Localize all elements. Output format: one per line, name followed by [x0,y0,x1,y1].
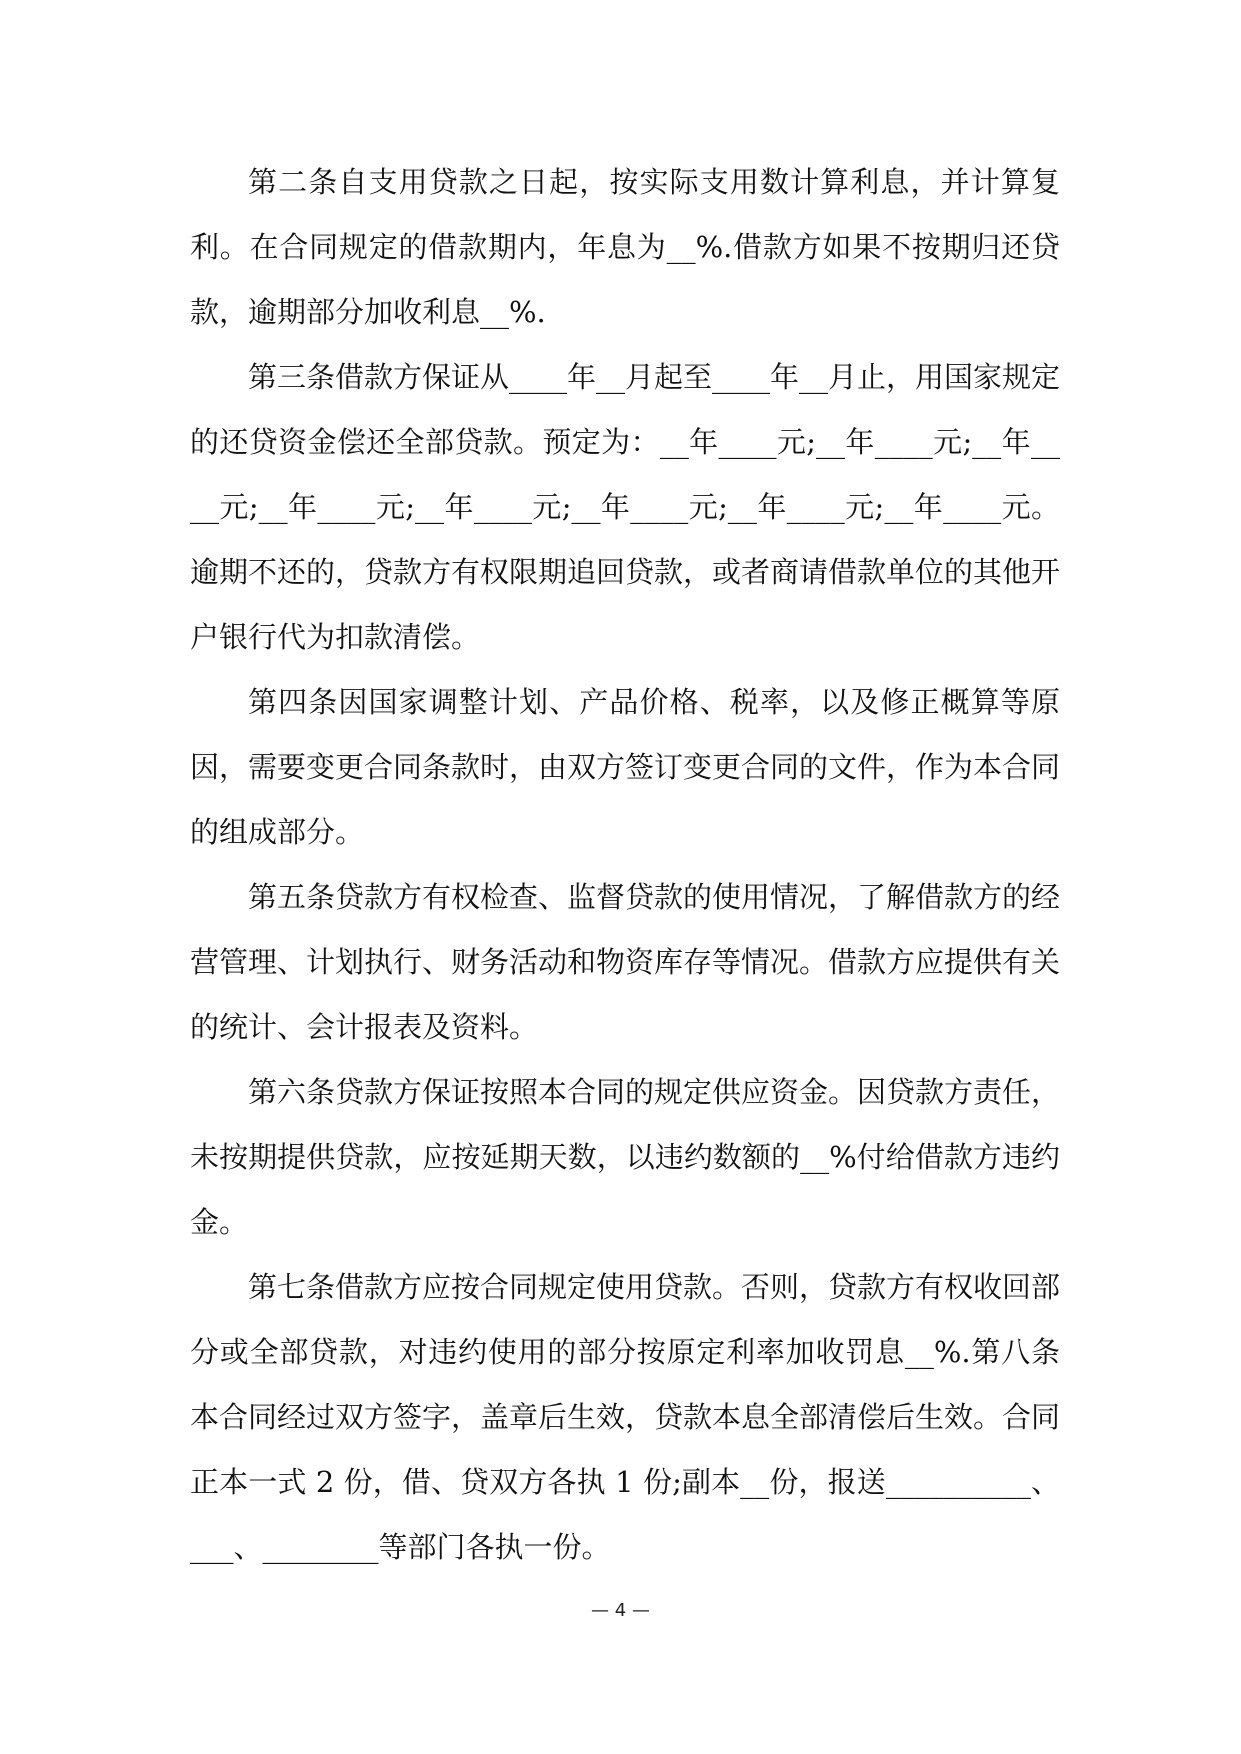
clause-7-8-paragraph: 第七条借款方应按合同规定使用贷款。否则，贷款方有权收回部分或全部贷款，对违约使用的部分按原定利率加收罚息__%.第八条本合同经过双方签字，盖章后生效，贷款本息全部清偿后生效。合同正本一式 2 份，借、贷双方各执 1 份;副本__份，报送__________、___、________等部门各执一份。 [190,1270,1061,1564]
document-body [190,150,1060,1580]
clause-4-paragraph: 第四条因国家调整计划、产品价格、税率，以及修正概算等原因，需要变更合同条款时，由双方签订变更合同的文件，作为本合同的组成部分。 [190,685,1061,849]
clause-6-paragraph: 第六条贷款方保证按照本合同的规定供应资金。因贷款方责任，未按期提供贷款，应按延期天数，以违约数额的__%付给借款方违约金。 [190,1075,1061,1239]
clause-5-paragraph: 第五条贷款方有权检查、监督贷款的使用情况，了解借款方的经营管理、计划执行、财务活动和物资库存等情况。借款方应提供有关的统计、会计报表及资料。 [190,880,1061,1044]
clause-2-paragraph: 第二条自支用贷款之日起，按实际支用数计算利息，并计算复利。在合同规定的借款期内，年息为__%.借款方如果不按期归还贷款，逾期部分加收利息__%. [190,165,1060,329]
clause-3-paragraph: 第三条借款方保证从____年__月起至____年__月止，用国家规定的还贷资金偿还全部贷款。预定为：__年____元;__年____元;__年____元;__年____元;__年____元;__年____元;__年____元;__年____元。逾期不还的，贷款方有权限期追回贷款，或者商请借款单位的其他开户银行代为扣款清偿。 [190,360,1061,654]
page-number: — 4 — [591,1600,650,1621]
